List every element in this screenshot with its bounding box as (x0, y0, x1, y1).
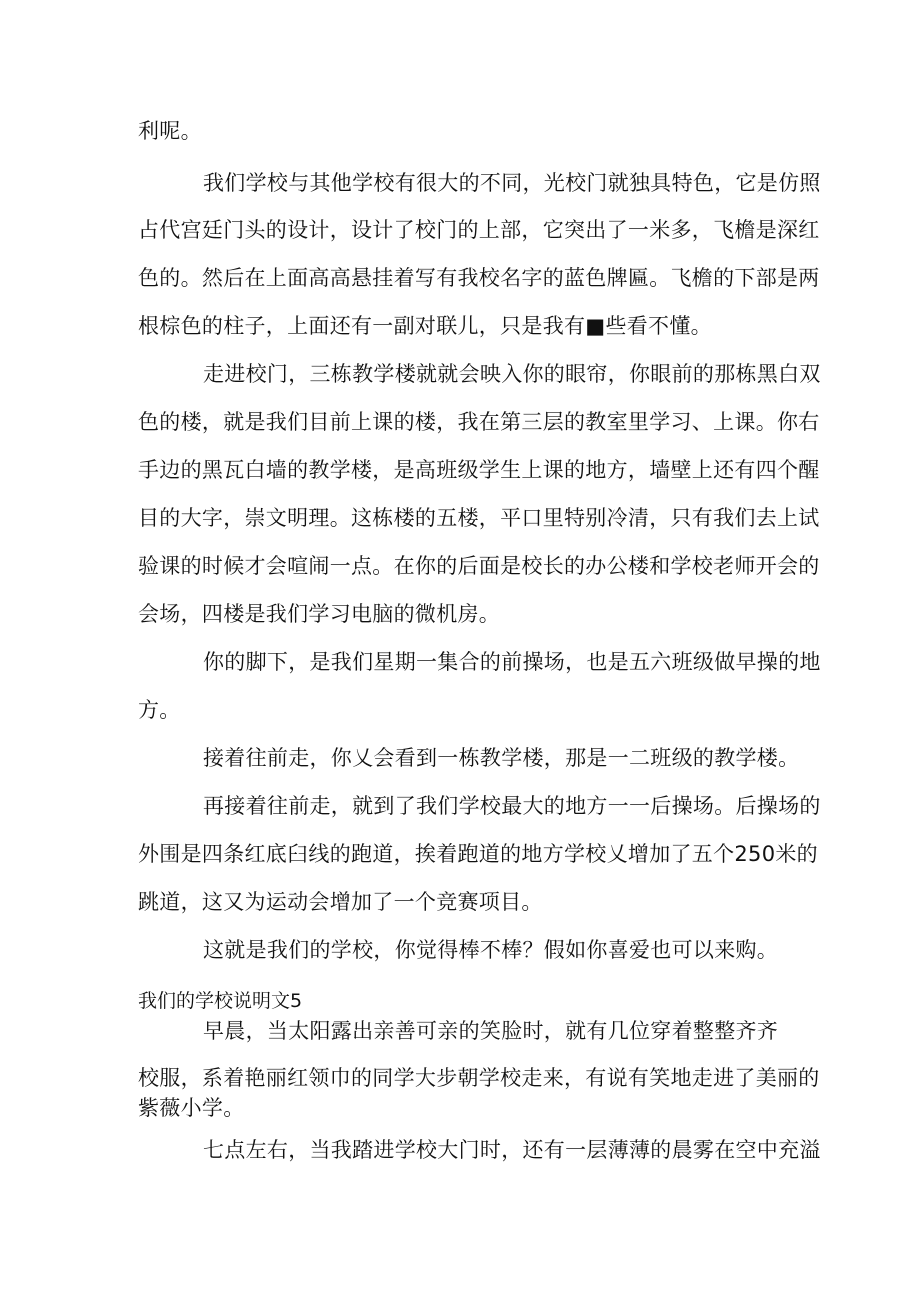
paragraph-start-line: 早晨，当太阳露出亲善可亲的笑脸时，就有几位穿着整整齐齐 (203, 1019, 779, 1043)
text-line: 色的楼，就是我们目前上课的楼，我在第三层的教室里学习、上课。你右 (138, 410, 820, 434)
paragraph-start-line: 你的脚下，是我们星期一集合的前操场，也是五六班级做早操的地 (203, 650, 821, 674)
text-line: 方。 (138, 698, 181, 722)
text-line: 会场，四楼是我们学习电脑的微机房。 (138, 602, 501, 626)
text-line: 占代宫廷门头的设计，设计了校门的上部，它突出了一米多，飞檐是深红 (138, 218, 820, 242)
paragraph-start-line: 再接着往前走，就到了我们学校最大的地方一一后操场。后操场的 (203, 794, 821, 818)
paragraph-start-line: 我们学校与其他学校有很大的不同，光校门就独具特色，它是仿照 (203, 171, 821, 195)
text-line: 外围是四条红底臼线的跑道，挨着跑道的地方学校乂增加了五个250米的 (138, 842, 818, 866)
text-line: 色的。然后在上面高高悬挂着写有我校名字的蓝色牌匾。飞檐的下部是两 (138, 266, 820, 290)
text-line: 利呢。 (138, 119, 202, 143)
text-line: 紫薇小学。 (138, 1096, 245, 1120)
text-line: 校服，系着艳丽红领巾的同学大步朝学校走来，有说有笑地走进了美丽的 (138, 1066, 820, 1090)
section-heading: 我们的学校说明文5 (138, 990, 303, 1012)
paragraph-start-line: 接着往前走，你乂会看到一栋教学楼，那是一二班级的教学楼。 (203, 746, 800, 770)
text-line: 手边的黑瓦白墙的教学楼，是高班级学生上课的地方，墙壁上还有四个醒 (138, 458, 820, 482)
paragraph-start-line: 七点左右，当我踏进学校大门时，还有一层薄薄的晨雾在空中充溢 (203, 1138, 821, 1162)
text-line: 跳道，这又为运动会增加了一个竞赛项目。 (138, 890, 543, 914)
text-line: 验课的时候才会喧闹一点。在你的后面是校长的办公楼和学校老师开会的 (138, 554, 820, 578)
text-line: 根棕色的柱子，上面还有一副对联儿，只是我有■些看不懂。 (138, 314, 712, 338)
paragraph-start-line: 这就是我们的学校，你觉得棒不棒？假如你喜爱也可以来购。 (203, 938, 779, 962)
paragraph-start-line: 走进校门，三栋教学楼就就会映入你的眼帘，你眼前的那栋黑白双 (203, 362, 821, 386)
text-line: 目的大字，崇文明理。这栋楼的五楼，平口里特别冷清，只有我们去上试 (138, 506, 820, 530)
